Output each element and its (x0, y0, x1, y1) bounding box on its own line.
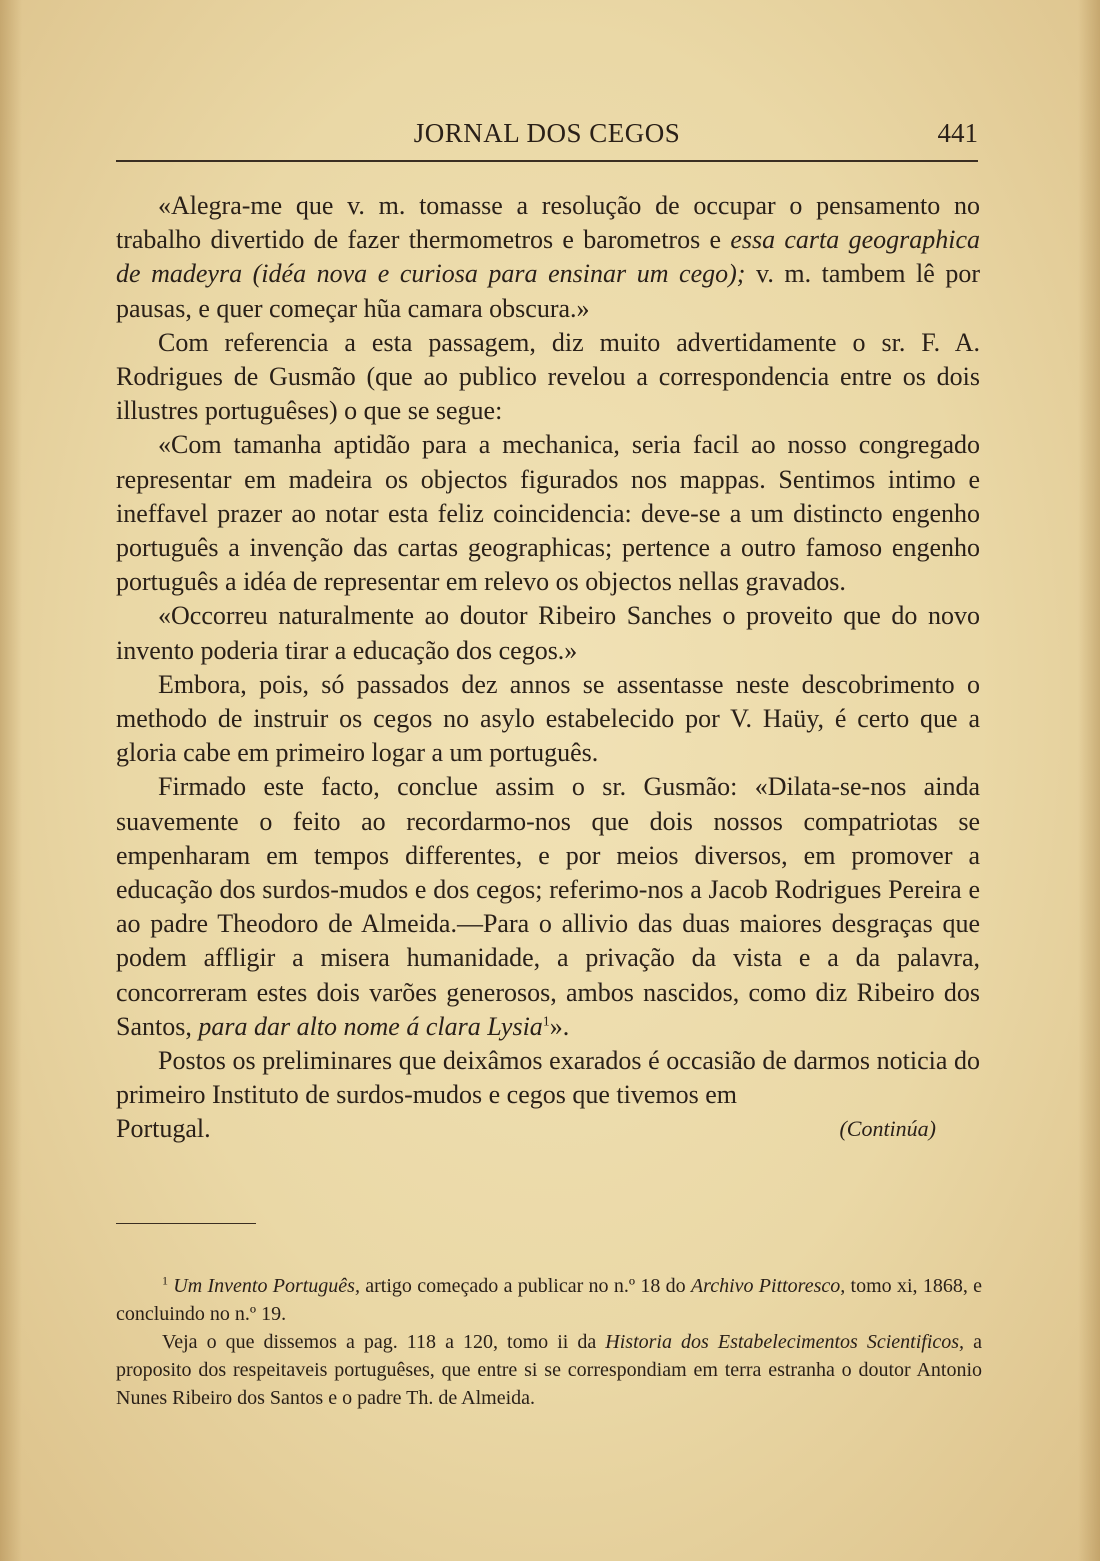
running-header (116, 112, 978, 160)
italic-run: Historia dos Estabelecimentos Scientificos, (605, 1331, 965, 1353)
paragraph-referencia: Com referencia a esta passagem, diz muito advertidamente o sr. F. A. Rodrigues de Gusmão (que ao publico revelou a correspondencia entre os dois illustres portuguêses) o que se segue: (116, 327, 980, 426)
paragraph-postos: Postos os preliminares que deixâmos exarados é occasião de darmos noticia do primeiro Instituto de surdos-mudos e cegos que tivemos em (116, 1046, 980, 1110)
continuation-row (116, 1112, 980, 1146)
text-run: a proposito dos respeitaveis portuguêses, que entre si se correspondiam em terra estranha o doutor Antonio Nunes Ribeiro dos Santos e o padre Th. de Almeida. (116, 1331, 982, 1409)
text-run: Firmado este facto, conclue assim o sr. Gusmão: «Dilata-se-nos ainda suavemente o feito ao recordarmo-nos que dois nossos compatriotas se empenharam em tempos differentes, e por meios diversos, em promover a educação dos surdos-mudos e dos cegos; referimo-nos a Jacob Rodrigues Pereira e ao padre Theodoro de Almeida.—Para o allivio das duas maiores desgraças que podem affligir a misera humanidade, a privação da vista e a da palavra, concorreram estes dois varões generosos, ambos nascidos, como diz Ribeiro dos Santos, (116, 772, 980, 1041)
page-edge-left (0, 0, 22, 1561)
text-run: v. m. tambem lê por pausas, e quer começar hũa camara obscura.» (116, 259, 980, 323)
italic-run: Um Invento Português, (173, 1275, 360, 1297)
text-run: «Alegra-me que v. m. tomasse a resolução de occupar o pensamento no trabalho divertido de fazer thermometros e barometros e (116, 191, 980, 255)
continua-note: (Continúa) (839, 1116, 936, 1142)
text-run: ». (549, 1011, 570, 1041)
text-run: artigo começado a publicar no n.º 18 do (359, 1275, 691, 1297)
footnote-marker: 1 (542, 1014, 550, 1030)
paragraph-embora: Embora, pois, só passados dez annos se assentasse neste descobrimento o methodo de instruir os cegos no asylo estabelecido por V. Haüy, é certo que a gloria cabe em primeiro logar a um português. (116, 669, 980, 768)
header-rule (116, 160, 978, 162)
last-line-text: Portugal. (116, 1114, 211, 1144)
page-number: 441 (937, 118, 978, 148)
text-run: Veja o que dissemos a pag. 118 a 120, tomo ii da (162, 1331, 606, 1353)
paragraph-quote-sanches: «Occorreu naturalmente ao doutor Ribeiro Sanches o proveito que do novo invento poderia tirar a educação dos cegos.» (116, 601, 980, 665)
italic-run: essa carta geographica de madeyra (idéa nova e curiosa para ensinar um cego); (116, 225, 980, 289)
paragraph-firmado (116, 770, 980, 1044)
page-edge-right (1078, 0, 1100, 1561)
footnote-number: 1 (162, 1273, 168, 1288)
journal-title: JORNAL DOS CEGOS (413, 118, 681, 148)
italic-run: Archivo Pittoresco, (690, 1275, 846, 1297)
footnote-2 (116, 1328, 982, 1412)
footnotes (116, 1272, 982, 1412)
footnote-1 (116, 1272, 982, 1328)
paragraph-quote-mechanica: «Com tamanha aptidão para a mechanica, seria facil ao nosso congregado representar em madeira os objectos figurados nos mappas. Sentimos intimo e ineffavel prazer ao notar esta feliz coincidencia: deve-se a um distincto engenho português a invenção das cartas geographicas; pertence a outro famoso engenho português a idéa de representar em relevo os objectos nellas gravados. (116, 430, 980, 597)
paragraph-quote-letter (116, 189, 980, 326)
body-text (116, 189, 980, 1147)
text-run: tomo xi, 1868, e concluindo no n.º 19. (116, 1275, 982, 1325)
italic-run: para dar alto nome á clara Lysia (198, 1011, 543, 1041)
footnote-rule (116, 1223, 256, 1224)
